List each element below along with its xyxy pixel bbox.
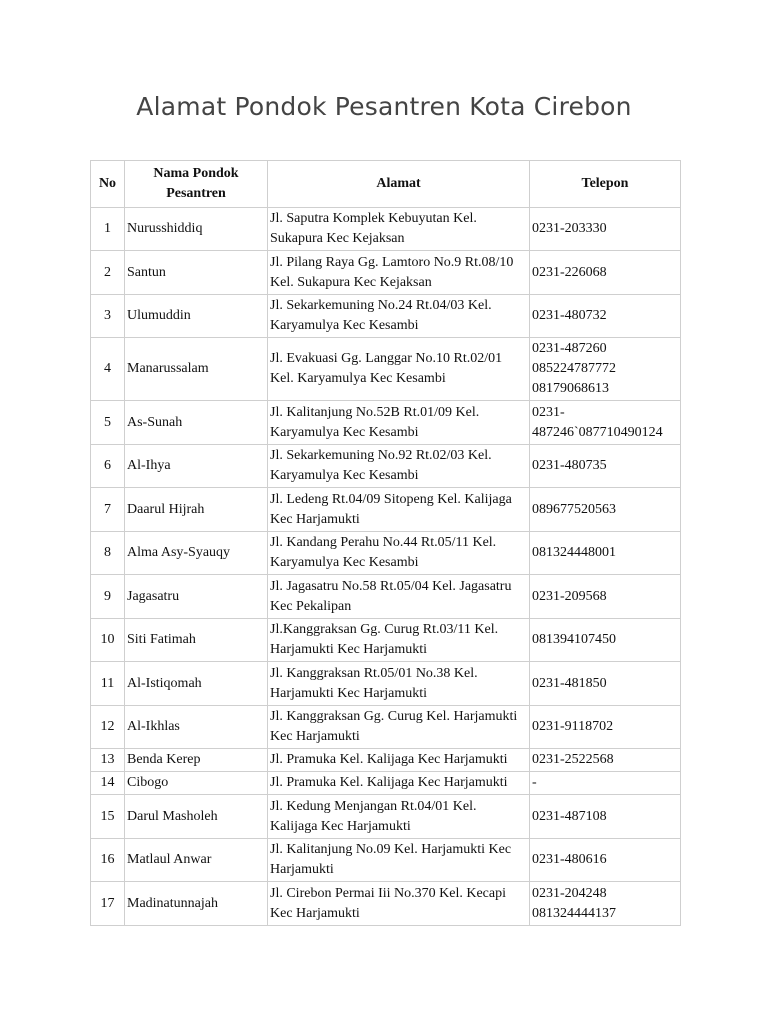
cell-address: [268, 706, 530, 749]
cell-phone: [530, 795, 681, 839]
phone-line: 0231-487260: [532, 341, 607, 356]
address-line: Karyamulya Kec Kesambi: [270, 318, 419, 333]
cell-phone: [530, 772, 681, 795]
header-name-line-2: Pesantren: [166, 186, 226, 201]
cell-no: 6: [91, 445, 125, 488]
address-line: Jl. Pilang Raya Gg. Lamtoro No.9 Rt.08/10: [270, 254, 514, 270]
address-line: Jl. Ledeng Rt.04/09 Sitopeng Kel. Kalijaga: [270, 491, 512, 507]
cell-name: Cibogo: [125, 772, 268, 795]
cell-no: 16: [91, 839, 125, 882]
cell-name: Jagasatru: [125, 575, 268, 619]
table-row: [91, 445, 681, 488]
table-row: [91, 532, 681, 575]
cell-name: Al-Ihya: [125, 445, 268, 488]
cell-address: [268, 401, 530, 445]
table-header-row: [91, 161, 681, 208]
address-line: Kec Harjamukti: [270, 905, 360, 921]
address-line: Jl. Jagasatru No.58 Rt.05/04 Kel. Jagasatru: [270, 578, 512, 594]
phone-line: 0231-226068: [532, 264, 607, 280]
cell-name: Ulumuddin: [125, 295, 268, 338]
address-line: Jl. Pramuka Kel. Kalijaga Kec Harjamukti: [270, 752, 508, 767]
cell-address: [268, 251, 530, 295]
cell-phone: [530, 488, 681, 532]
cell-name: Santun: [125, 251, 268, 295]
cell-phone: [530, 208, 681, 251]
cell-no: 9: [91, 575, 125, 619]
cell-name: Benda Kerep: [125, 749, 268, 772]
table-row: [91, 662, 681, 706]
phone-line: 085224787772: [532, 361, 616, 376]
address-line: Jl. Kalitanjung No.52B Rt.01/09 Kel.: [270, 404, 480, 420]
cell-address: [268, 882, 530, 926]
cell-no: 8: [91, 532, 125, 575]
phone-line: 081324448001: [532, 545, 616, 560]
cell-phone: [530, 619, 681, 662]
address-line: Karyamulya Kec Kesambi: [270, 555, 419, 570]
cell-phone: [530, 445, 681, 488]
cell-phone: [530, 295, 681, 338]
address-line: Kalijaga Kec Harjamukti: [270, 818, 411, 834]
page-title: Alamat Pondok Pesantren Kota Cirebon: [136, 92, 632, 121]
address-line: Kec Pekalipan: [270, 598, 352, 614]
pesantren-address-table: [90, 160, 681, 926]
phone-line: 487246`087710490124: [532, 424, 663, 440]
cell-name: Alma Asy-Syauqy: [125, 532, 268, 575]
table-row: [91, 706, 681, 749]
phone-line: 0231-480735: [532, 458, 607, 473]
phone-line: 08179068613: [532, 381, 609, 396]
cell-name: As-Sunah: [125, 401, 268, 445]
cell-address: [268, 488, 530, 532]
phone-line: -: [532, 775, 537, 790]
header-no: No: [91, 161, 125, 208]
phone-line: 0231-480732: [532, 308, 607, 323]
cell-no: 2: [91, 251, 125, 295]
table-row: [91, 575, 681, 619]
cell-phone: [530, 706, 681, 749]
phone-line: 0231-204248: [532, 885, 607, 901]
phone-line: 0231-203330: [532, 221, 607, 236]
phone-line: 089677520563: [532, 501, 616, 517]
cell-no: 13: [91, 749, 125, 772]
phone-line: 0231-481850: [532, 675, 607, 691]
cell-address: [268, 662, 530, 706]
table-row: [91, 295, 681, 338]
address-line: Jl. Sekarkemuning No.92 Rt.02/03 Kel.: [270, 448, 492, 463]
table-row: [91, 251, 681, 295]
cell-address: [268, 338, 530, 401]
cell-phone: [530, 575, 681, 619]
cell-phone: [530, 532, 681, 575]
address-line: Jl. Evakuasi Gg. Langgar No.10 Rt.02/01: [270, 351, 503, 366]
cell-name: Madinatunnajah: [125, 882, 268, 926]
address-line: Jl. Kanggraksan Gg. Curug Kel. Harjamukti: [270, 709, 518, 724]
header-name: [125, 161, 268, 208]
address-line: Kel. Karyamulya Kec Kesambi: [270, 371, 446, 386]
table-row: [91, 488, 681, 532]
cell-no: 14: [91, 772, 125, 795]
address-line: Kec Harjamukti: [270, 511, 360, 527]
cell-name: Daarul Hijrah: [125, 488, 268, 532]
cell-no: 5: [91, 401, 125, 445]
address-line: Harjamukti Kec Harjamukti: [270, 685, 428, 701]
cell-phone: [530, 662, 681, 706]
table-row: [91, 338, 681, 401]
table-row: [91, 772, 681, 795]
cell-no: 11: [91, 662, 125, 706]
address-line: Jl. Saputra Komplek Kebuyutan Kel.: [270, 211, 477, 226]
cell-address: [268, 839, 530, 882]
cell-no: 3: [91, 295, 125, 338]
table-row: [91, 749, 681, 772]
cell-name: Matlaul Anwar: [125, 839, 268, 882]
cell-address: [268, 619, 530, 662]
header-name-line-1: Nama Pondok: [153, 166, 239, 181]
cell-phone: [530, 882, 681, 926]
header-phone: Telepon: [530, 161, 681, 208]
address-line: Jl. Kanggraksan Rt.05/01 No.38 Kel.: [270, 665, 478, 681]
cell-phone: [530, 251, 681, 295]
cell-address: [268, 749, 530, 772]
cell-no: 10: [91, 619, 125, 662]
address-line: Harjamukti: [270, 862, 334, 877]
table-row: [91, 208, 681, 251]
cell-name: Nurusshiddiq: [125, 208, 268, 251]
cell-name: Siti Fatimah: [125, 619, 268, 662]
address-line: Harjamukti Kec Harjamukti: [270, 642, 428, 657]
cell-no: 7: [91, 488, 125, 532]
address-line: Jl.Kanggraksan Gg. Curug Rt.03/11 Kel.: [270, 622, 499, 637]
cell-address: [268, 295, 530, 338]
cell-address: [268, 795, 530, 839]
address-line: Jl. Cirebon Permai Iii No.370 Kel. Kecapi: [270, 885, 507, 901]
cell-name: Manarussalam: [125, 338, 268, 401]
address-line: Karyamulya Kec Kesambi: [270, 424, 419, 440]
cell-no: 4: [91, 338, 125, 401]
cell-phone: [530, 749, 681, 772]
phone-line: 0231-480616: [532, 852, 607, 867]
cell-address: [268, 532, 530, 575]
cell-address: [268, 445, 530, 488]
header-address: Alamat: [268, 161, 530, 208]
table-row: [91, 839, 681, 882]
cell-name: Al-Ikhlas: [125, 706, 268, 749]
cell-no: 15: [91, 795, 125, 839]
address-line: Kec Harjamukti: [270, 729, 360, 744]
table-body: [91, 208, 681, 926]
cell-phone: [530, 839, 681, 882]
phone-line: 081324444137: [532, 905, 616, 921]
cell-no: 17: [91, 882, 125, 926]
address-line: Karyamulya Kec Kesambi: [270, 468, 419, 483]
cell-phone: [530, 338, 681, 401]
cell-phone: [530, 401, 681, 445]
address-line: Kel. Sukapura Kec Kejaksan: [270, 274, 432, 290]
table-row: [91, 795, 681, 839]
table-row: [91, 401, 681, 445]
phone-line: 0231-487108: [532, 808, 607, 824]
address-line: Jl. Kalitanjung No.09 Kel. Harjamukti Kec: [270, 842, 512, 857]
phone-line: 0231-2522568: [532, 752, 614, 767]
cell-name: Al-Istiqomah: [125, 662, 268, 706]
phone-line: 081394107450: [532, 632, 616, 647]
cell-name: Darul Masholeh: [125, 795, 268, 839]
address-line: Jl. Kandang Perahu No.44 Rt.05/11 Kel.: [270, 535, 497, 550]
address-line: Jl. Sekarkemuning No.24 Rt.04/03 Kel.: [270, 298, 492, 313]
table-row: [91, 619, 681, 662]
address-line: Sukapura Kec Kejaksan: [270, 231, 405, 246]
phone-line: 0231-: [532, 404, 565, 420]
cell-address: [268, 575, 530, 619]
address-line: Jl. Pramuka Kel. Kalijaga Kec Harjamukti: [270, 775, 508, 790]
table-row: [91, 882, 681, 926]
cell-address: [268, 208, 530, 251]
address-line: Jl. Kedung Menjangan Rt.04/01 Kel.: [270, 798, 477, 814]
cell-no: 1: [91, 208, 125, 251]
phone-line: 0231-209568: [532, 588, 607, 604]
cell-no: 12: [91, 706, 125, 749]
cell-address: [268, 772, 530, 795]
phone-line: 0231-9118702: [532, 719, 614, 734]
